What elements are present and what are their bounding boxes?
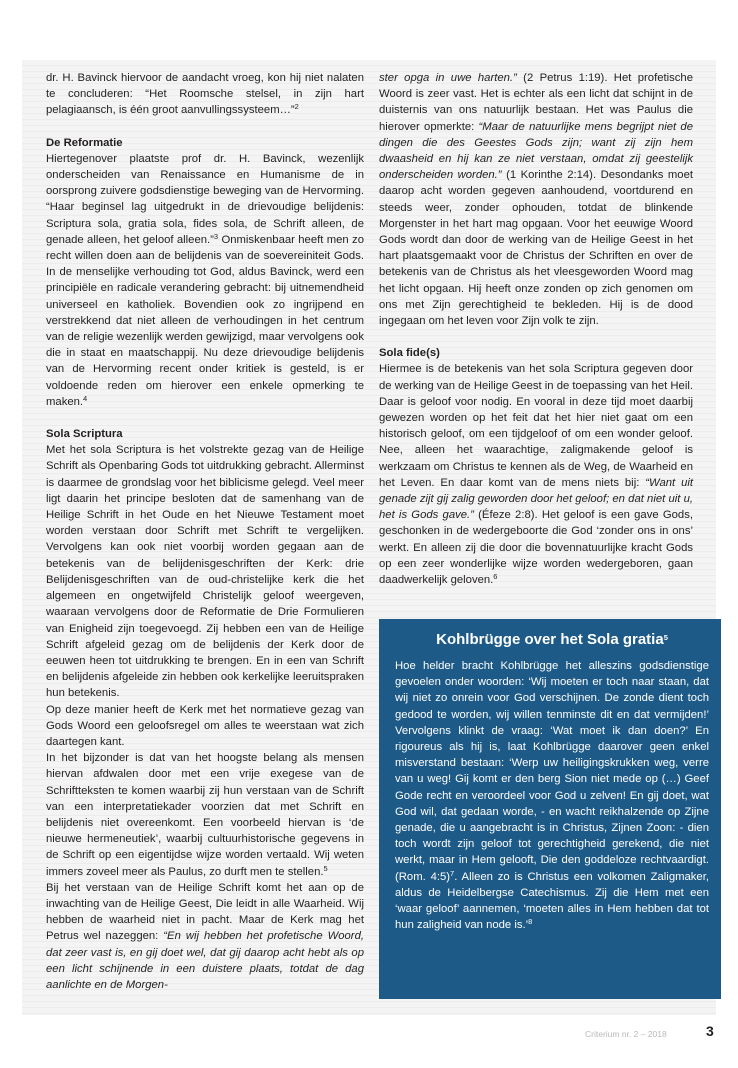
box-title: Kohlbrügge over het Sola gratia$^5$ <box>436 631 668 648</box>
heading-sola-fide: Sola fide(s) <box>379 347 440 360</box>
heading-reformatie: De Reformatie <box>46 136 123 149</box>
sola-scriptura-paragraph-4: Bij het verstaan van de Heilige Schrift komt het aan op de inwachting van de Heilige Geest, Die leidt in alle Waarheid. Wij hebben de waarheid niet in pacht. Maar de Kerk mag het Petrus wel nazeggen: “En wij hebben het profetische Woord, dat zeer vast is, en gij doet wel, dat gij daarop acht hebt als op een licht schijnende in een duistere plaats, totdat de dag aanlichte en de Morgen- <box>46 881 364 991</box>
footnote-ref: 6 <box>493 572 498 582</box>
intro-paragraph: dr. H. Bavinck hiervoor de aandacht vroeg, kon hij niet nalaten te concluderen: “Het Roomsche stelsel, in zijn hart pelagiaansch, is één groot aanvullingssysteem…”$^2$ <box>46 72 364 117</box>
reformatie-paragraph: Hiertegenover plaatste prof dr. H. Bavinck, wezenlijk onderscheiden van Renaissance en Humanisme de in oorsprong zuivere godsdienstige beweging van de Hervorming. “Haar beginsel lag uitgedrukt in de drievoudige belijdenis: Scriptura sola, gratia sola, fides sola, de Schrift alleen, de genade alleen, het geloof alleen.”$^3$ Onmiskenbaar heeft men zo recht willen doen aan de belijdenis van de soevereiniteit Gods. In de menselijke verhouding tot God, aldus Bavinck, werd een principiële en radicale verandering gebracht: bij uitnemendheid universeel en katholiek. Bovendien ook zo ingrijpend en verstrekkend dat niet alleen de verhoudingen in het centrum van de religie wezenlijk werden gewijzigd, maar vervolgens ook die in staat en maatschappij. Nu deze drievoudige belijdenis van de Hervorming recent onder kritiek is gesteld, is er voldoende reden om hierover een enkele opmerking te maken.$^4$ <box>46 152 364 408</box>
footnote-ref: 2 <box>294 102 299 112</box>
footnote-ref: 7 <box>450 868 455 878</box>
footnote-ref: 4 <box>83 393 88 403</box>
right-column <box>379 70 693 588</box>
footnote-ref: 8 <box>528 917 533 927</box>
footnote-ref: 3 <box>213 231 219 241</box>
sola-scriptura-paragraph-2: Op deze manier heeft de Kerk met het normatieve gezag van Gods Woord een geloofsregel om alles te weerstaan wat zich daartegen kant. <box>46 703 364 748</box>
left-column <box>46 70 364 993</box>
continued-paragraph: ster opga in uwe harten.” (2 Petrus 1:19). Het profetische Woord is zeer vast. Het is echter als een licht dat schijnt in de duisternis van ons natuurlijk bestaan. Het was Paulus die hierover opmerkte: “Maar de natuurlijke mens begrijpt niet de dingen die des Geestes Gods zijn; want zij zijn hem dwaasheid en hij kan ze niet verstaan, omdat zij geestelijk onderscheiden worden.” (1 Korinthe 2:14). Desondanks moet daarop acht worden gegeven aanhoudend, voortdurend en steeds weer, zonder ophouden, totdat de blinkende Morgenster in het hart mag opgaan. Voor het eeuwige Woord Gods wordt dan door de werking van de Heilige Geest in het hart plaatsgemaakt voor de Christus der Schriften en over de betekenis van de Christus als het vleesgeworden Woord mag het licht opgaan. Hij heeft onze zonden op zich genomen om ons met Zijn gerechtigheid te bekleden. Hij is de dood ingegaan om het leven voor Zijn volk te zijn. <box>379 72 694 328</box>
heading-sola-scriptura: Sola Scriptura <box>46 428 123 441</box>
footnote-ref: 5 <box>663 633 668 642</box>
footnote-ref: 5 <box>323 863 328 873</box>
sola-scriptura-paragraph-1: Met het sola Scriptura is het volstrekte gezag van de Heilige Schrift als Openbaring Gods tot uitdrukking gebracht. Allerminst is daarmee de grondslag voor het biblicisme gelegd. Veel meer ligt daarin het principe besloten dat de samenhang van de Heilige Schrift in het Oude en het Nieuwe Testament moet worden verstaan door Schrift met Schrift te vergelijken. Vervolgens kan ook niet voorbij worden gegaan aan de betekenis van de belijdenisgeschriften der Kerk: drie Belijdenisgeschriften van de oud-christelijke kerk die het algemeen en ongetwijfeld Christelijk geloof weergeven, waaraan vervolgens door de Reformatie de Drie Formulieren van Enigheid zijn toegevoegd. Zij hebben een van de Heilige Schrift afgeleid gezag om de belijdenis der Kerk door de eeuwen heen tot uitdrukking te brengen. En in een van Schrift en belijdenis afgeleide zin hebben ook kerkelijke leeruitspraken hun betekenis. <box>46 444 364 700</box>
sidebar-box-kohlbrugge <box>379 619 721 999</box>
sola-scriptura-paragraph-3: In het bijzonder is dat van het hoogste belang als mensen hiervan afdwalen door met een vrije exegese van de Schriftteksten te komen waarbij zij hun verstaan van de Schrift van een interpretatiekader voorzien dat met Schrift en belijdenis niet overeenkomt. Een voorbeeld hiervan is ‘de nieuwe hermeneutiek’, waarbij cultuurhistorische gegevens in de Schrift op een eigentijdse wijze worden vertaald. Wij weten immers zoveel meer als Paulus, zo durft men te stellen.$^5$ <box>46 752 364 878</box>
page-number: 3 <box>706 1023 714 1039</box>
box-paragraph: Hoe helder bracht Kohlbrügge het alleszins godsdienstige gevoelen onder woorden: ‘Wij moeten er toch naar staan, dat wij niet zo onrein voor God verschijnen. De zonde dient toch gedood te worden, wij willen tenminste dit en dat vermijden!’ Vervolgens klinkt de vraag: ‘Wat moet ik dan doen?’ En rigoureus als hij is, laat Kohlbrügge daarover geen enkel misverstand bestaan: ‘Werp uw heiligingskrukken weg, verre van u weg! Gij komt er den berg Sion niet mede op (…) Geef Gode recht en veroordeel voor God u zelven! En gij doet, wat God wil, dat gedaan worde, - en wacht reikhalzende op Zijne genade, die u aangebracht is in Christus, Zijnen Zoon: - dien toch wordt zijn geloof tot gerechtigheid gerekend, die niet werkt, maar in Hem gelooft, Die den goddeloze rechtvaardigt. (Rom. 4:5)$^7$. Alleen zo is Christus een volkomen Zaligmaker, aldus de Heidelbergse Catechismus. Zij die Hem met een ‘waar geloof’ aannemen, ‘moeten alles in Hem hebben dat tot hun zaligheid van node is.’$^8$ <box>395 660 709 932</box>
sola-fide-paragraph: Hiermee is de betekenis van het sola Scriptura gegeven door de werking van de Heilige Geest in de toepassing van het Heil. Daar is geloof voor nodig. En vooral in deze tijd moet daarbij gewezen worden op het feit dat het hier niet gaat om een historisch geloof, om een tijdgeloof of om een wonder geloof. Nee, alleen het waarachtige, zaligmakende geloof is werkzaam om Christus te kennen als de Weg, de Waarheid en het Leven. En daar komt van de mens niets bij: “Want uit genade zijt gij zalig geworden door het geloof; en dat niet uit u, het is Gods gave.” (Éfeze 2:8). Het geloof is een gave Gods, geschonken in de wedergeboorte die God ‘zonder ons in ons’ werkt. En alleen zij die door die bovennatuurlijke kracht Gods op een zeer wonderlijke wijze worden wedergeboren, gaan daadwerkelijk geloven.$^6$ <box>379 363 694 587</box>
journal-footer: Criterium nr. 2 – 2018 <box>585 1029 667 1039</box>
